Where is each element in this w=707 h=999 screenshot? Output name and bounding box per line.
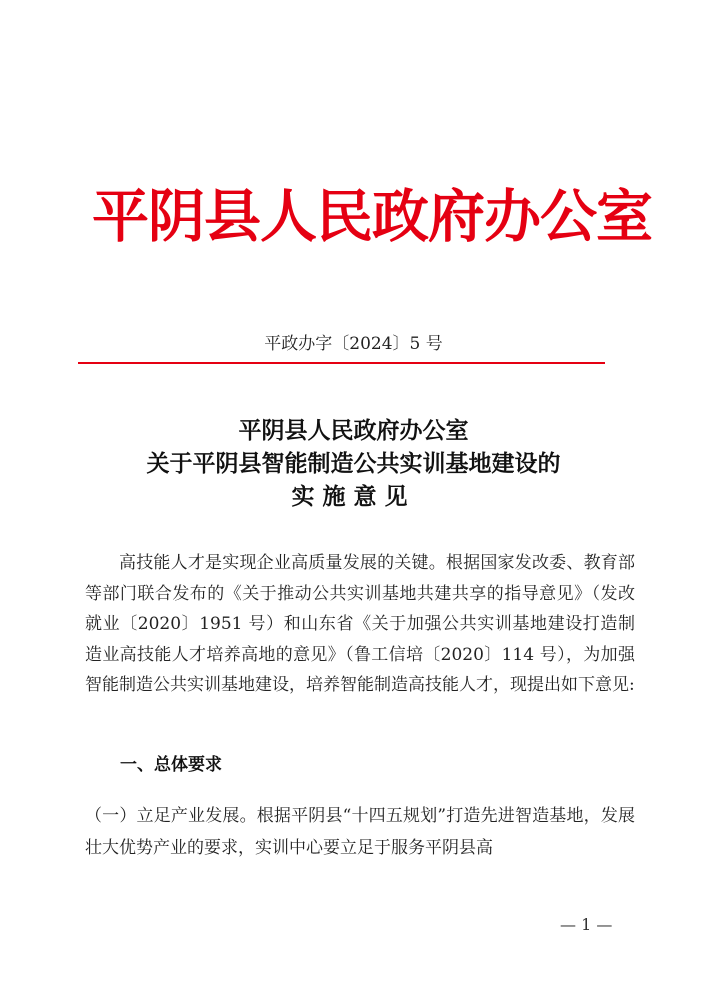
red-divider	[78, 362, 605, 364]
title-line-2: 关于平阴县智能制造公共实训基地建设的	[146, 450, 561, 477]
section-heading: 一、总体要求	[120, 755, 222, 775]
page-number: — 1 —	[560, 915, 613, 934]
intro-paragraph: 高技能人才是实现企业高质量发展的关键。根据国家发改委、教育部等部门联合发布的《关于推动公共实训基地共建共享的指导意见》（发改就业〔2020〕1951 号）和山东省《关于加强公共实训基地建设打造制造业高技能人才培养高地的意见》（鲁工信培〔2020〕114 号），为加强智能制造公共实训基地建设，培养智能制造高技能人才，现提出如下意见:	[85, 553, 635, 695]
issuer-header: 平阴县人民政府办公室	[92, 183, 652, 250]
title-line-3: 实施意见	[291, 483, 416, 510]
intro-paragraph-block	[85, 548, 635, 701]
document-number: 平政办字〔2024〕5 号	[264, 334, 443, 354]
section-paragraph: （一）立足产业发展。根据平阴县“十四五规划”打造先进智造基地，发展壮大优势产业的要求，实训中心要立足于服务平阴县高	[85, 806, 635, 858]
document-title	[0, 414, 707, 513]
title-line-1: 平阴县人民政府办公室	[238, 417, 469, 444]
